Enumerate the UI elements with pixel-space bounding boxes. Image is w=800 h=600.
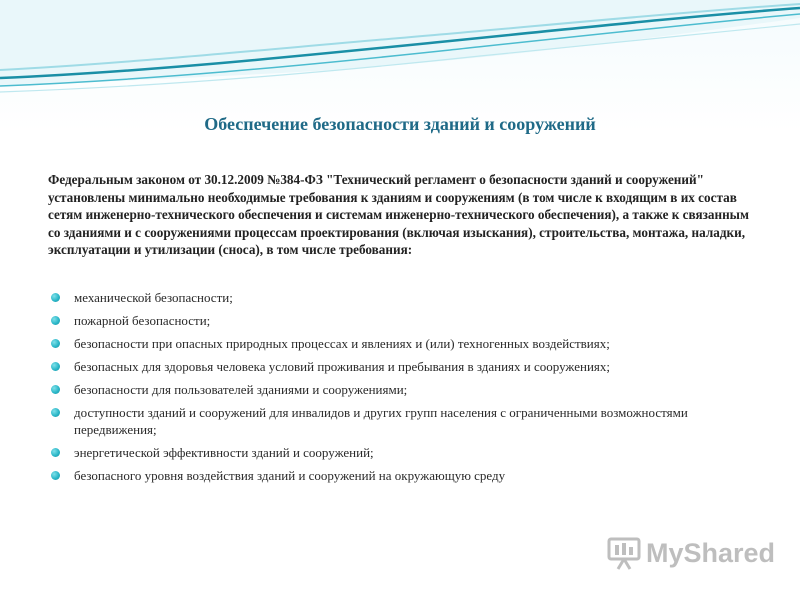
intro-paragraph: Федеральным законом от 30.12.2009 №384-ФЗ "Технический регламент о безопасности зданий и сооружений" установлены минимально необходимые требования к зданиям и сооружениям (в том числе к входящим в их состав сетям инженерно-технического обеспечения и системам инженерно-технического обеспечения), а также к связанным со зданиями и с сооружениями процессам проектирования (включая изыскания), строительства, монтажа, наладки, эксплуатации и утилизации (сноса), в том числе требования: — [48, 172, 749, 258]
list-item — [48, 381, 758, 398]
list-item-text: безопасности для пользователей зданиями и сооружениями; — [74, 382, 408, 397]
presentation-board-icon — [606, 535, 642, 571]
list-item — [48, 444, 758, 461]
list-item-text: энергетической эффективности зданий и сооружений; — [74, 445, 374, 460]
bullet-icon — [51, 408, 60, 417]
myshared-watermark — [606, 535, 776, 575]
decorative-wave-header — [0, 0, 800, 110]
list-item — [48, 312, 758, 329]
list-item — [48, 404, 758, 438]
watermark-text: MyShared — [646, 538, 776, 568]
bullet-icon — [51, 362, 60, 371]
list-item-text: безопасности при опасных природных процессах и явлениях и (или) техногенных воздействиях; — [74, 336, 610, 351]
bullet-icon — [51, 385, 60, 394]
list-item-text: безопасного уровня воздействия зданий и сооружений на окружающую среду — [74, 468, 506, 483]
list-item-text: доступности зданий и сооружений для инвалидов и других групп населения с ограниченными возможностями передвижения; — [74, 405, 688, 437]
list-item-text: механической безопасности; — [74, 290, 233, 305]
list-item — [48, 467, 758, 484]
bullet-icon — [51, 448, 60, 457]
bullet-icon — [51, 471, 60, 480]
list-item-text: пожарной безопасности; — [74, 313, 211, 328]
list-item — [48, 289, 758, 306]
requirements-list — [48, 289, 758, 490]
list-item — [48, 358, 758, 375]
list-item — [48, 335, 758, 352]
list-item-text: безопасных для здоровья человека условий проживания и пребывания в зданиях и сооружениях; — [74, 359, 610, 374]
bullet-icon — [51, 293, 60, 302]
slide-title: Обеспечение безопасности зданий и сооружений — [204, 114, 596, 134]
bullet-icon — [51, 339, 60, 348]
bullet-icon — [51, 316, 60, 325]
